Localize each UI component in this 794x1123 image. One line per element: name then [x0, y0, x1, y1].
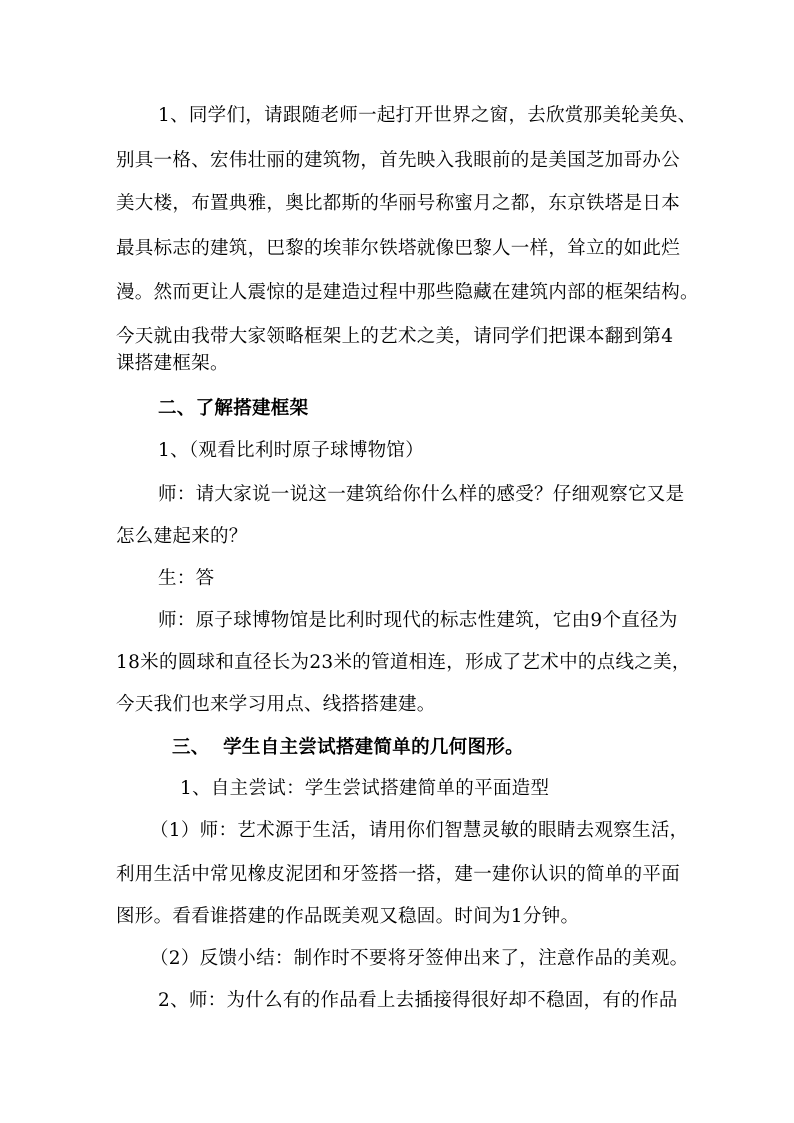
paragraph-line: （2）反馈小结：制作时不要将牙签伸出来了，注意作品的美观。: [150, 948, 689, 969]
paragraph-line: 师：请大家说一说这一建筑给你什么样的感受？仔细观察它又是: [158, 484, 685, 505]
paragraph-line: 1、同学们，请跟随老师一起打开世界之窗，去欣赏那美轮美奂、: [158, 105, 697, 126]
paragraph-line: 美大楼，布置典雅，奥比都斯的华丽号称蜜月之都，东京铁塔是日本: [116, 193, 681, 214]
paragraph-line: 生：答: [158, 568, 215, 589]
paragraph-line: 利用生活中常见橡皮泥团和牙签搭一搭，建一建你认识的简单的平面: [116, 864, 681, 885]
paragraph-line: 18米的圆球和直径长为23米的管道相连，形成了艺术中的点线之美，: [116, 652, 691, 673]
paragraph-line: 今天就由我带大家领略框架上的艺术之美，请同学们把课本翻到第4: [116, 326, 674, 347]
paragraph-line: 2、师：为什么有的作品看上去插接得很好却不稳固，有的作品: [158, 990, 678, 1011]
paragraph-line: 师：原子球博物馆是比利时现代的标志性建筑，它由9个直径为: [158, 610, 678, 631]
paragraph-line: （1）师：艺术源于生活，请用你们智慧灵敏的眼睛去观察生活，: [150, 820, 689, 841]
paragraph-line: 别具一格、宏伟壮丽的建筑物，首先映入我眼前的是美国芝加哥办公: [116, 150, 681, 171]
paragraph-line: 漫。然而更让人震惊的是建造过程中那些隐藏在建筑内部的框架结构。: [116, 282, 699, 303]
paragraph-line: 最具标志的建筑，巴黎的埃菲尔铁塔就像巴黎人一样，耸立的如此烂: [116, 238, 681, 259]
section-heading: 二、了解搭建框架: [158, 398, 309, 419]
paragraph-line: 今天我们也来学习用点、线搭搭建建。: [116, 694, 436, 715]
paragraph-line: 图形。看看谁搭建的作品既美观又稳固。时间为1分钟。: [116, 906, 580, 927]
paragraph-line: 1、（观看比利时原子球博物馆）: [158, 440, 425, 461]
paragraph-line: 1、自主尝试：学生尝试搭建简单的平面造型: [180, 778, 550, 799]
paragraph-line: 课搭建框架。: [116, 353, 229, 374]
section-heading: 三、 学生自主尝试搭建简单的几何图形。: [172, 737, 524, 758]
paragraph-line: 怎么建起来的？: [116, 526, 248, 547]
